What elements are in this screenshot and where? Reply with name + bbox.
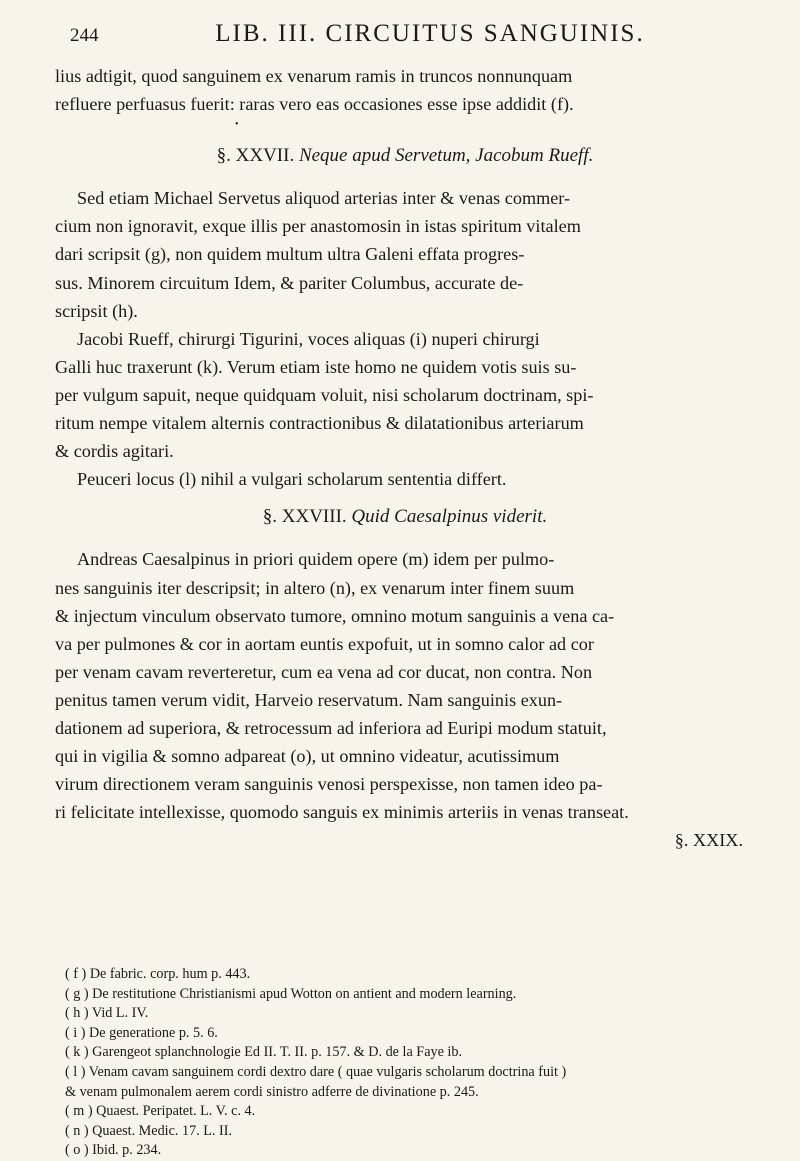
footnote: ( l ) Venam cavam sanguinem cordi dextro dare ( quae vulgaris scholarum doctrina fuit ) (65, 1063, 567, 1080)
ornament-dot: • (235, 119, 239, 131)
text-line: Andreas Caesalpinus in priori quidem opere (m) idem per pulmo- (77, 549, 555, 570)
footnote: ( f ) De fabric. corp. hum p. 443. (65, 966, 251, 982)
text-line: & injectum vinculum observato tumore, omnino motum sanguinis a vena ca- (55, 605, 615, 626)
text-line: Jacobi Rueff, chirurgi Tigurini, voces aliquas (i) nuperi chirurgi (77, 328, 540, 349)
text-line: penitus tamen verum vidit, Harveio reservatum. Nam sanguinis exun- (55, 689, 563, 710)
section-number: §. XXVII. (216, 145, 295, 167)
text-line: nes sanguinis iter descripsit; in altero (n), ex venarum inter finem suum (55, 577, 575, 598)
text-line: scripsit (h). (55, 300, 138, 321)
text-line: sus. Minorem circuitum Idem, & pariter Columbus, accurate de- (55, 272, 524, 293)
footnote: ( g ) De restitutione Christianismi apud Wotton on antient and modern learning. (65, 985, 517, 1002)
text-line: cium non ignoravit, exque illis per anastomosin in istas spiritum vitalem (55, 216, 581, 237)
text-line: ri felicitate intellexisse, quomodo sanguis ex minimis arteriis in venas transeat. (55, 802, 629, 823)
text-line: va per pulmones & cor in aortam euntis expofuit, ut in somno calor ad cor (55, 633, 594, 654)
footnote: ( i ) De generatione p. 5. 6. (65, 1024, 218, 1041)
section-title: Quid Caesalpinus viderit. (351, 506, 548, 528)
footnotes (65, 965, 755, 1161)
text-line: dationem ad superiora, & retrocessum ad inferiora ad Euripi modum statuit, (55, 717, 607, 738)
footnote: ( m ) Quaest. Peripatet. L. V. c. 4. (65, 1103, 256, 1120)
text-line: qui in vigilia & somno adpareat (o), ut omnino videatur, acutissimum (55, 746, 560, 767)
section-number: §. XXVIII. (262, 506, 347, 528)
text-line: per vulgum sapuit, neque quidquam voluit, nisi scholarum doctrinam, spi- (55, 384, 594, 405)
page-header (70, 20, 730, 48)
text-line: per venam cavam reverteretur, cum ea vena ad cor ducat, non contra. Non (55, 661, 593, 682)
running-title: LIB. III. CIRCUITUS SANGUINIS. (215, 20, 645, 47)
section-heading-28 (55, 503, 755, 531)
text-line: refluere perfuasus fuerit: raras vero eas occasiones esse ipse addidit (f). (55, 94, 574, 115)
text-line: Galli huc traxerunt (k). Verum etiam iste homo ne quidem votis suis su- (55, 356, 577, 377)
catchword: §. XXIX. (674, 830, 743, 851)
text-line: dari scripsit (g), non quidem multum ultra Galeni effata progres- (55, 244, 525, 265)
footnote: & venam pulmonalem aerem cordi sinistro adferre de divinatione p. 245. (65, 1083, 479, 1100)
footnote: ( n ) Quaest. Medic. 17. L. II. (65, 1122, 233, 1139)
footnote: ( k ) Garengeot splanchnologie Ed II. T. II. p. 157. & D. de la Faye ib. (65, 1044, 463, 1061)
text-line: & cordis agitari. (55, 441, 174, 462)
text-line: Peuceri locus (l) nihil a vulgari scholarum sententia differt. (77, 469, 507, 490)
page-number: 244 (70, 25, 99, 46)
main-text (55, 62, 755, 854)
text-line: Sed etiam Michael Servetus aliquod arterias inter & venas commer- (77, 188, 571, 209)
text-line: ritum nempe vitalem alternis contractionibus & dilatationibus arteriarum (55, 413, 584, 434)
footnote: ( h ) Vid L. IV. (65, 1005, 149, 1022)
footnote: ( o ) Ibid. p. 234. (65, 1142, 162, 1159)
text-line: lius adtigit, quod sanguinem ex venarum ramis in truncos nonnunquam (55, 66, 573, 86)
text-line: virum directionem veram sanguinis venosi perspexisse, non tamen ideo pa- (55, 774, 603, 795)
section-title: Neque apud Servetum, Jacobum Rueff. (298, 145, 594, 167)
section-heading-27 (55, 142, 755, 170)
